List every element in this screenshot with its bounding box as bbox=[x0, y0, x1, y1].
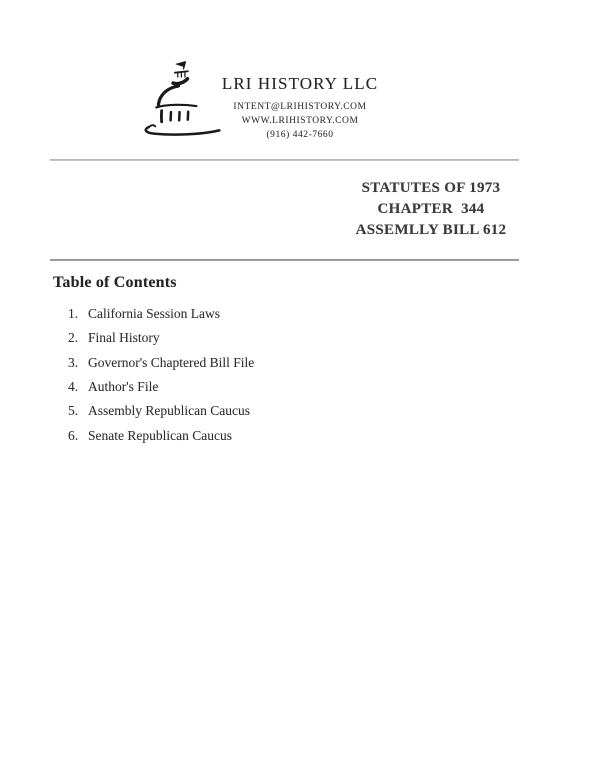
toc-item-number: 3. bbox=[68, 354, 79, 370]
email-address: INTENT@LRIHISTORY.COM bbox=[233, 102, 367, 112]
bill-reference-block bbox=[343, 178, 519, 240]
toc-item bbox=[68, 302, 468, 326]
divider-bottom bbox=[50, 259, 519, 261]
toc-item-number: 1. bbox=[68, 306, 79, 322]
toc-item-label: Senate Republican Caucus bbox=[88, 427, 232, 443]
toc-item bbox=[68, 375, 468, 399]
toc-item-label: Author's File bbox=[88, 379, 159, 395]
toc-item bbox=[68, 326, 468, 350]
website-url: WWW.LRIHISTORY.COM bbox=[241, 116, 359, 126]
divider-top bbox=[50, 159, 519, 161]
chapter-line: CHAPTER 344 bbox=[377, 200, 485, 217]
toc-list bbox=[68, 302, 468, 448]
assembly-bill-line: ASSEMLLY BILL 612 bbox=[355, 221, 507, 238]
toc-item-number: 5. bbox=[68, 403, 79, 419]
toc-title: Table of Contents bbox=[53, 274, 177, 291]
toc-item bbox=[68, 423, 468, 447]
statutes-line: STATUTES OF 1973 bbox=[361, 180, 501, 196]
company-name: LRI HISTORY LLC bbox=[221, 74, 379, 93]
toc-item-number: 6. bbox=[68, 427, 79, 443]
letterhead bbox=[190, 72, 410, 142]
toc-item-label: Assembly Republican Caucus bbox=[88, 403, 250, 419]
toc-item-label: Governor's Chaptered Bill File bbox=[88, 354, 255, 370]
toc-item-label: Final History bbox=[88, 330, 160, 346]
toc-item-number: 4. bbox=[68, 379, 79, 395]
toc-item bbox=[68, 351, 468, 375]
toc-item-label: California Session Laws bbox=[88, 306, 220, 322]
toc-item bbox=[68, 399, 468, 423]
phone-number: (916) 442-7660 bbox=[266, 130, 334, 140]
toc-item-number: 2. bbox=[68, 330, 79, 346]
